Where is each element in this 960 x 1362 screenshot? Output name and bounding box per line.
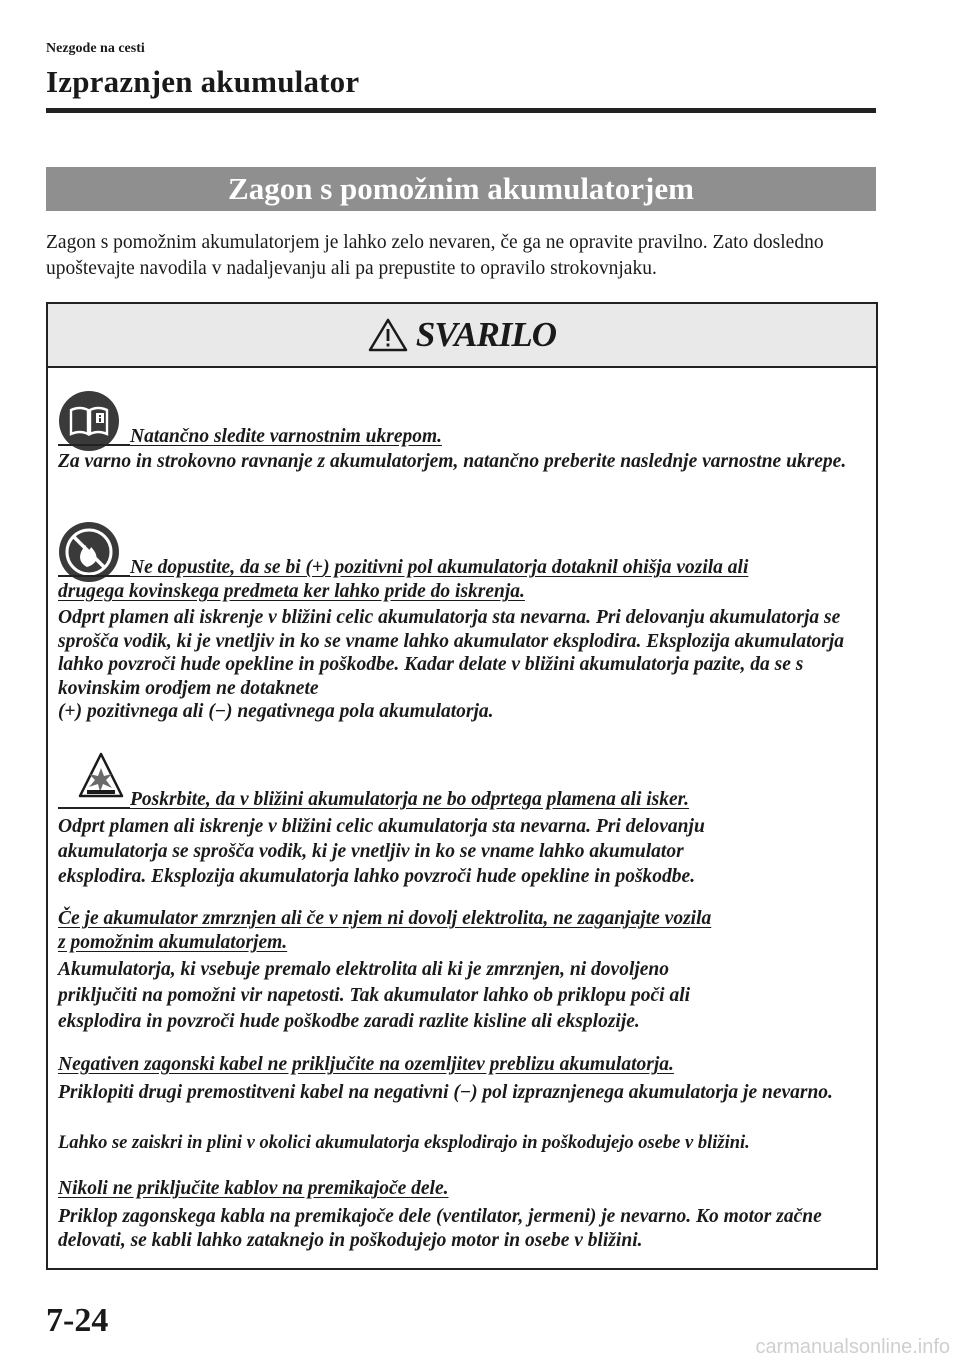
item1-body: Za varno in strokovno ravnanje z akumulatorjem, natančno preberite naslednje varnostne ukrepe. <box>58 451 847 472</box>
item6-heading: Nikoli ne priključite kablov na premikajoče dele. <box>58 1178 449 1199</box>
item3-body-line: akumulatorja se sprošča vodik, ki je vnetljiv in ko se vname lahko akumulator <box>58 841 684 862</box>
item1-heading: Natančno sledite varnostnim ukrepom. <box>130 426 443 447</box>
title-divider <box>46 108 876 113</box>
warning-box <box>46 302 878 1270</box>
item2-heading-part: Ne dopustite, da se bi ( <box>130 557 312 578</box>
minus-symbol: − <box>459 1082 472 1103</box>
explosion-warning-icon <box>78 752 124 798</box>
item4-body-line: Akumulatorja, ki vsebuje premalo elektrolita ali ki je zmrznjen, ni dovoljeno <box>58 959 670 980</box>
item2-heading-part: ) pozitivni pol akumulatorja dotaknil ohišja vozila ali <box>323 557 749 578</box>
text-part: ) pol izpraznjenega akumulatorja je nevarno. <box>471 1082 833 1103</box>
item3-body-line: Odprt plamen ali iskrenje v bližini celic akumulatorja sta nevarna. Pri delovanju <box>58 816 705 837</box>
item5-heading: Negativen zagonski kabel ne priključite na ozemljitev preblizu akumulatorja. <box>58 1054 674 1075</box>
page-number: 7-24 <box>46 1302 109 1339</box>
item6-body: Priklop zagonskega kabla na premikajoče dele (ventilator, jermeni) je nevarno. Ko motor začne delovati, se kabli lahko zataknejo in poškodujejo motor in osebe v bližini. <box>58 1206 822 1251</box>
heading-underline <box>58 444 130 446</box>
item5-body <box>58 1081 870 1105</box>
item3-body-line: eksplodira. Eksplozija akumulatorja lahko povzroči hude opekline in poškodbe. <box>58 866 696 887</box>
text-part: ( <box>58 701 65 722</box>
manual-info-icon <box>58 390 120 452</box>
watermark: carmanualsonline.info <box>755 1336 950 1358</box>
warning-title: SVARILO <box>415 315 557 354</box>
section-heading: Zagon s pomožnim akumulatorjem <box>46 167 876 211</box>
item2-body-last <box>58 700 870 724</box>
breadcrumb: Nezgode na cesti <box>46 41 145 56</box>
text-part: ) negativnega pola akumulatorja. <box>225 701 494 722</box>
plus-symbol: + <box>311 557 324 578</box>
heading-underline <box>58 575 130 577</box>
warning-triangle-icon <box>368 318 408 352</box>
plus-symbol: + <box>64 701 76 722</box>
page-title: Izpraznjen akumulator <box>46 64 360 99</box>
no-flame-icon <box>58 521 120 583</box>
intro-paragraph: Zagon s pomožnim akumulatorjem je lahko zelo nevaren, če ga ne opravite pravilno. Zato dosledno upoštevajte navodila v nadaljevanju ali pa prepustite to opravilo strokovnjaku. <box>46 232 824 279</box>
text-part: Priklopiti drugi premostitveni kabel na negativni ( <box>58 1082 460 1103</box>
item3-heading: Poskrbite, da v bližini akumulatorja ne bo odprtega plamena ali isker. <box>130 789 690 810</box>
minus-symbol: − <box>214 701 226 722</box>
item4-heading-line2: z pomožnim akumulatorjem. <box>58 932 288 953</box>
warning-header <box>48 304 876 368</box>
item2-body: Odprt plamen ali iskrenje v bližini celic akumulatorja sta nevarna. Pri delovanju akumulatorja se sprošča vodik, ki je vnetljiv in ko se vname lahko akumulator eksplodira. Eksplozija akumulatorja lahko povzroči hude opekline in poškodbe. Kadar delate v bližini akumulatorja pazite, da se s kovinskim orodjem ne dotaknete <box>58 607 845 699</box>
text-part: ) pozitivnega ali ( <box>75 701 215 722</box>
item4-heading: Če je akumulator zmrznjen ali če v njem ni dovolj elektrolita, ne zaganjajte vozila <box>58 908 712 929</box>
item4-body-line: priključiti na pomožni vir napetosti. Tak akumulator lahko ob priklopu poči ali <box>58 985 691 1006</box>
item4-body-line: eksplodira in povzroči hude poškodbe zaradi razlite kisline ali eksplozije. <box>58 1011 640 1032</box>
item2-heading-line2: drugega kovinskega predmeta ker lahko pride do iskrenja. <box>58 581 525 602</box>
item5-body-line2: Lahko se zaiskri in plini v okolici akumulatorja eksplodirajo in poškodujejo osebe v bližini. <box>58 1133 750 1153</box>
heading-underline <box>58 807 130 809</box>
item2-heading <box>130 557 748 579</box>
